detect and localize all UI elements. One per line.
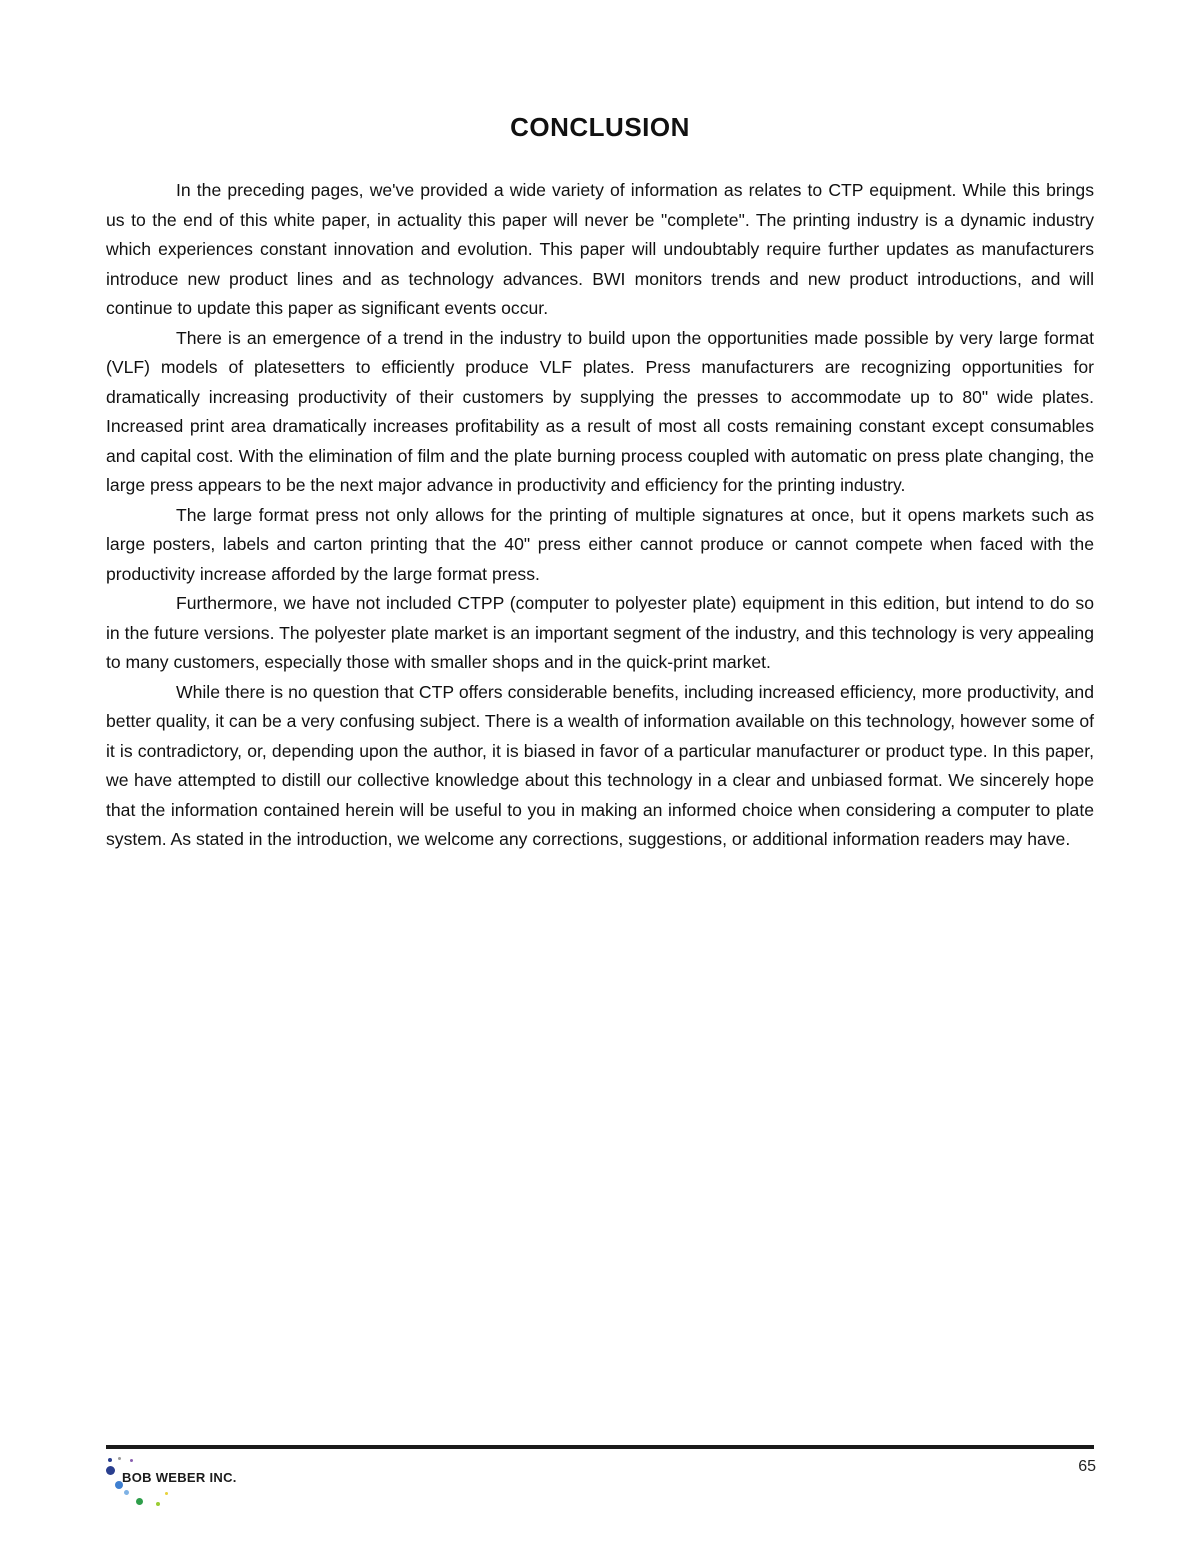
logo-dot-light-blue xyxy=(124,1490,129,1495)
document-body xyxy=(106,176,1094,855)
logo-dot-navy xyxy=(108,1458,112,1462)
logo-dot-green xyxy=(136,1498,143,1505)
logo-dot-navy-large xyxy=(106,1466,115,1475)
page-number: 65 xyxy=(1078,1458,1096,1475)
paragraph-intro: In the preceding pages, we've provided a wide variety of information as relates to CTP equipment. While this brings us to the end of this white paper, in actuality this paper will never be "complete". The printing industry is a dynamic industry which experiences constant innovation and evolution. This paper will undoubtably require further updates as manufacturers introduce new product lines and as technology advances. BWI monitors trends and new product introductions, and will continue to update this paper as significant events occur. xyxy=(106,180,1094,318)
logo-dot-yellow xyxy=(165,1492,168,1495)
company-logo xyxy=(100,1454,270,1514)
paragraph-ctpp: Furthermore, we have not included CTPP (computer to polyester plate) equipment in this edition, but intend to do so in the future versions. The polyester plate market is an important segment of the industry, and this technology is very appealing to many customers, especially those with smaller shops and in the quick-print market. xyxy=(106,593,1094,672)
page-title: CONCLUSION xyxy=(510,112,690,142)
logo-dot-gray xyxy=(118,1457,121,1460)
paragraph-vlf-trend: There is an emergence of a trend in the industry to build upon the opportunities made possible by very large format (VLF) models of platesetters to efficiently produce VLF plates. Press manufacturers are recognizing opportunities for dramatically increasing productivity of their customers by supplying the presses to accommodate up to 80" wide plates. Increased print area dramatically increases profitability as a result of most all costs remaining constant except consumables and capital cost. With the elimination of film and the plate burning process coupled with automatic on press plate changing, the large press appears to be the next major advance in productivity and efficiency for the printing industry. xyxy=(106,327,1094,495)
paragraph-closing: While there is no question that CTP offers considerable benefits, including increased efficiency, more productivity, and better quality, it can be a very confusing subject. There is a wealth of information available on this technology, however some of it is contradictory, or, depending upon the author, it is biased in favor of a particular manufacturer or product type. In this paper, we have attempted to distill our collective knowledge about this technology in a clear and unbiased format. We sincerely hope that the information contained herein will be useful to you in making an informed choice when considering a computer to plate system. As stated in the introduction, we welcome any corrections, suggestions, or additional information readers may have. xyxy=(106,681,1094,849)
logo-dot-purple xyxy=(130,1459,133,1462)
paragraph-large-format-press: The large format press not only allows for the printing of multiple signatures at once, but it opens markets such as large posters, labels and carton printing that the 40" press either cannot produce or cannot compete when faced with the productivity increase afforded by the large format press. xyxy=(106,504,1094,584)
footer-divider xyxy=(106,1445,1094,1449)
logo-wordmark: BOB WEBER INC. xyxy=(122,1470,237,1485)
logo-dot-lime xyxy=(156,1502,160,1506)
